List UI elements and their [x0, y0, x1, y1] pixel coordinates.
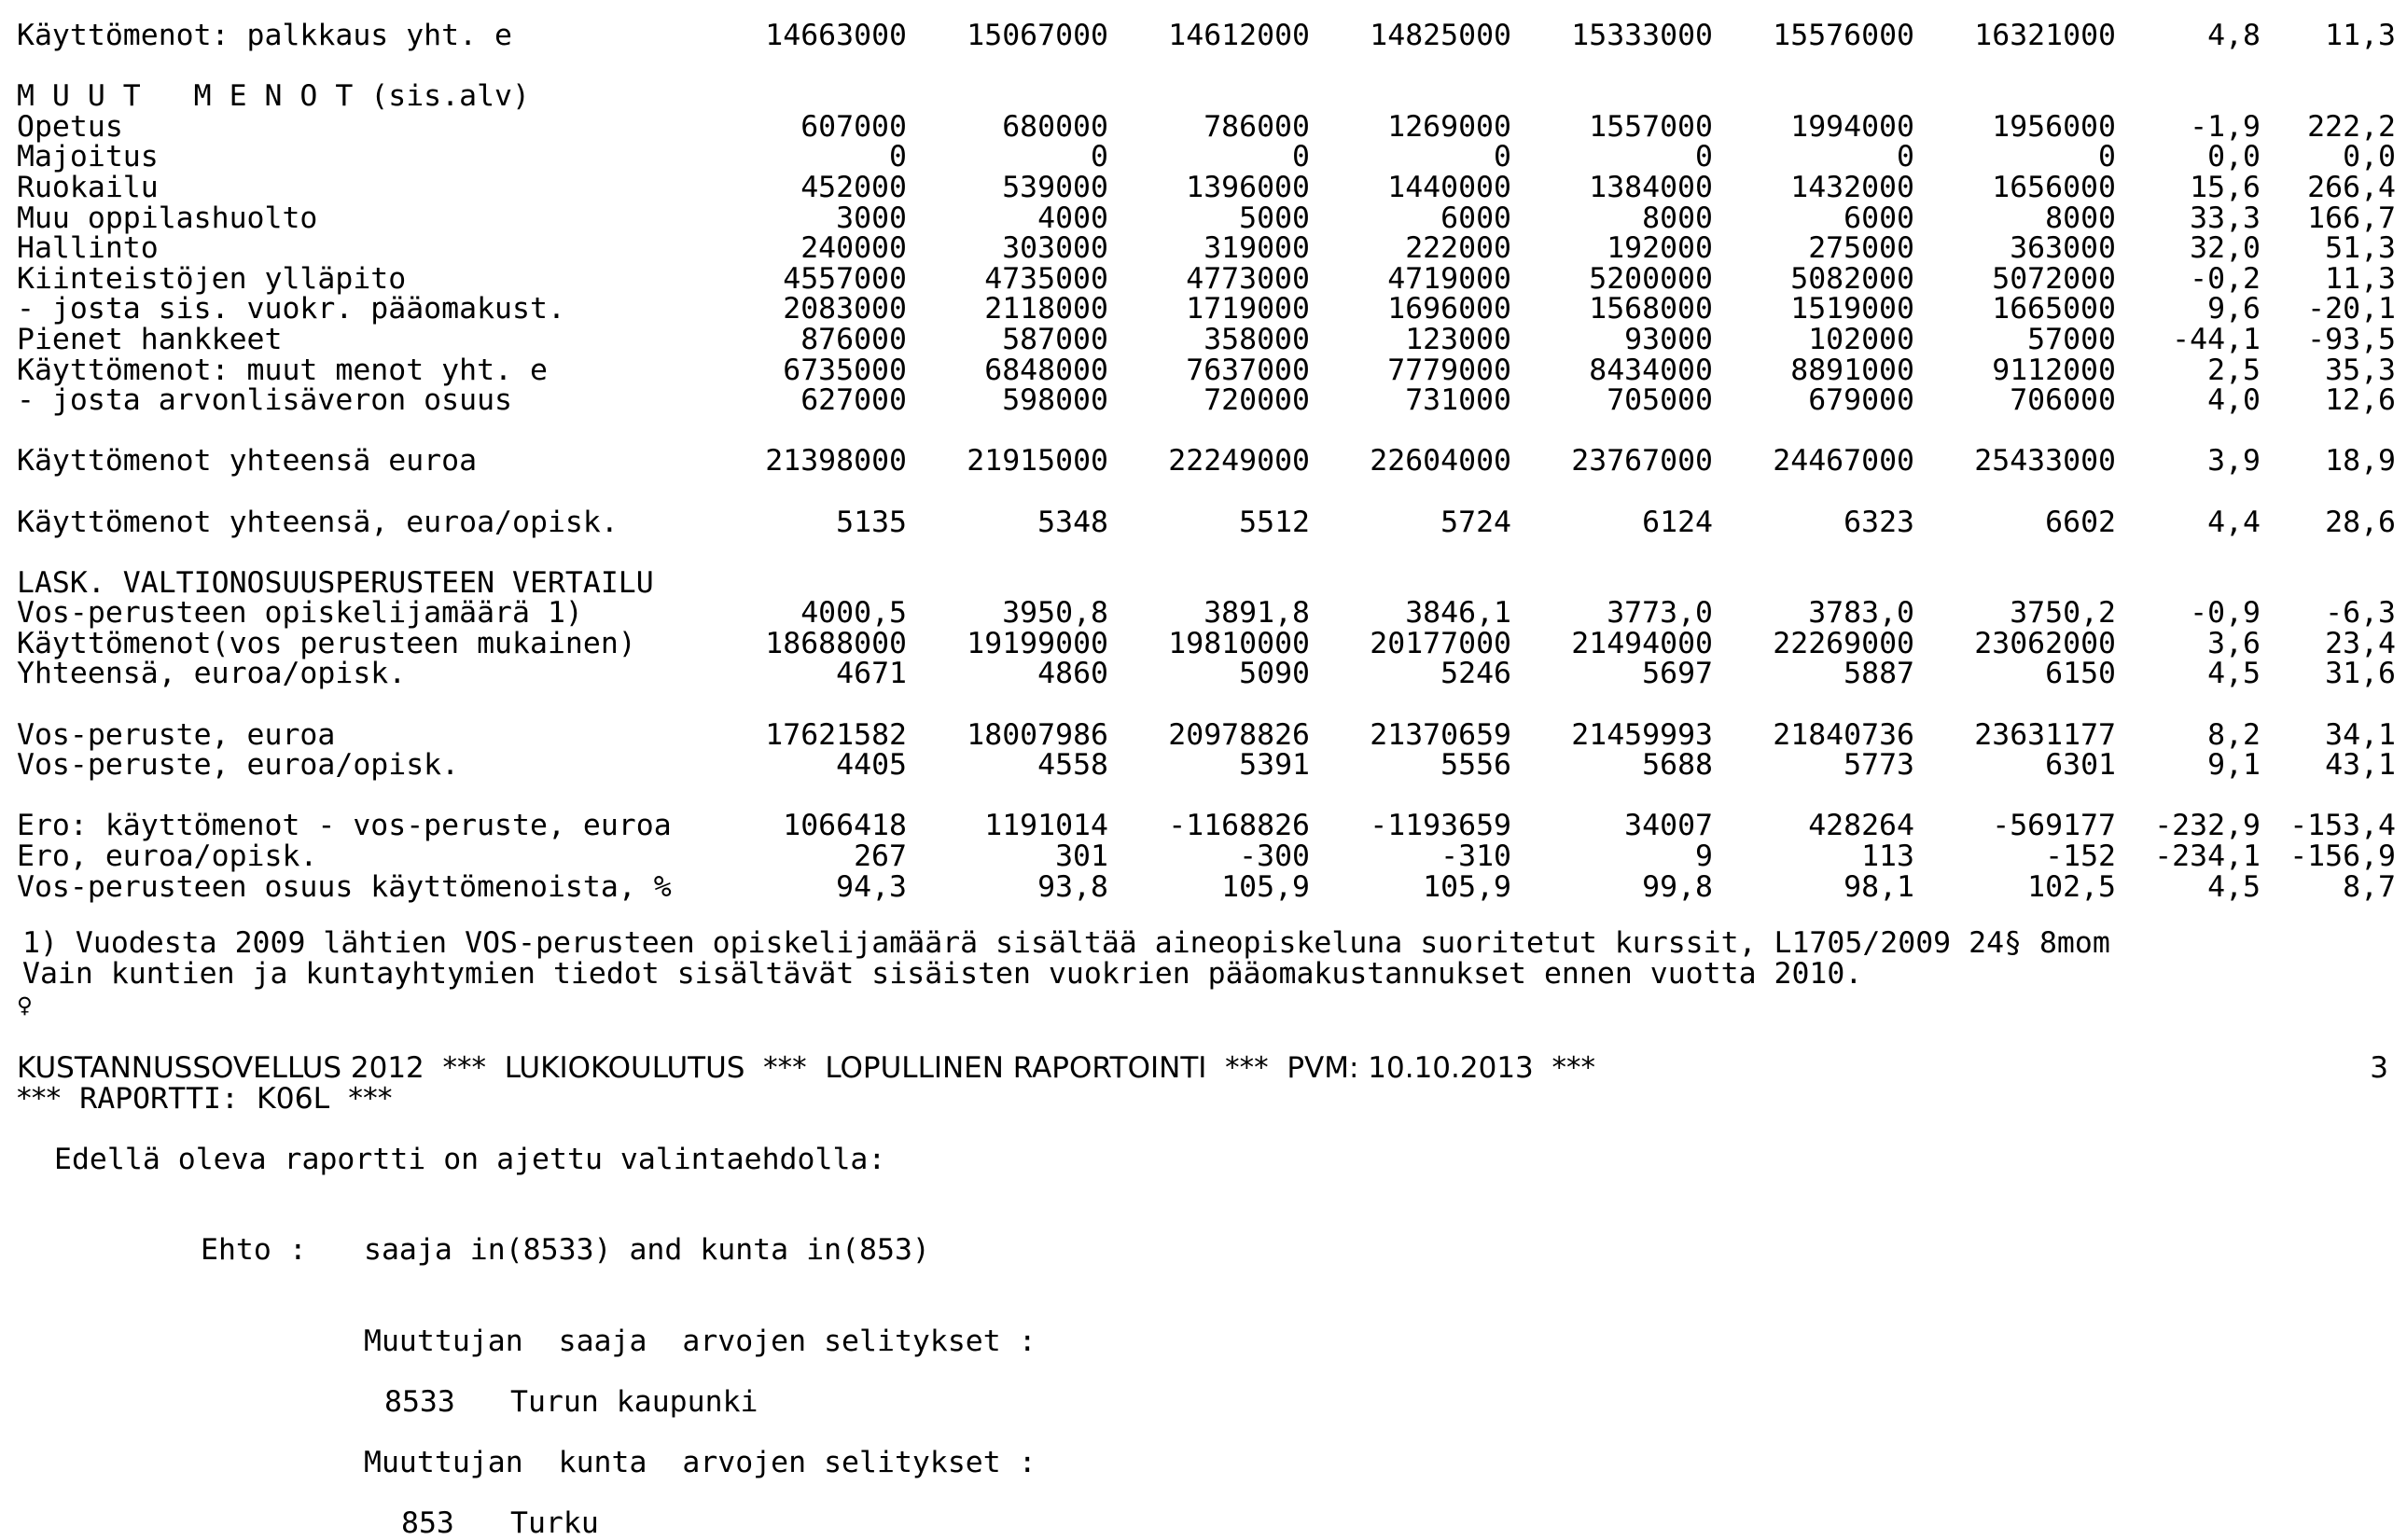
value-cell: -0,9	[2190, 596, 2261, 631]
value-cell: 5082000	[1790, 261, 1914, 296]
value-cell: 4558	[1037, 748, 1108, 783]
variable-kunta-code: 853	[401, 1506, 454, 1540]
value-cell: 5246	[1440, 657, 1511, 691]
table-row	[17, 112, 2396, 143]
value-cell: 15,6	[2190, 170, 2261, 204]
value-cell: 21398000	[765, 444, 907, 479]
variable-kunta-name: Turku	[510, 1506, 599, 1540]
value-cell: 21840736	[1773, 717, 1914, 752]
value-cell	[741, 81, 907, 112]
value-cell: 22269000	[1773, 626, 1914, 660]
value-cell: 57000	[2027, 322, 2116, 356]
value-cell: 3783,0	[1808, 596, 1914, 631]
value-cell: 3750,2	[2010, 596, 2116, 631]
value-cell: 192000	[1607, 231, 1713, 266]
value-cell: 4,5	[2207, 657, 2261, 691]
value-cell: 7637000	[1186, 353, 1310, 387]
value-cell: 22249000	[1168, 444, 1310, 479]
value-cell: 1994000	[1790, 109, 1914, 144]
value-cell: 6735000	[783, 353, 907, 387]
value-cell: 0	[1091, 140, 1108, 174]
report-header-line: KUSTANNUSSOVELLUS 2012 *** LUKIOKOULUTUS *** LOPULLINEN RAPORTOINTI *** PVM: 10.10.2013 ***	[17, 1051, 1595, 1085]
table-row	[17, 264, 2396, 295]
row-label: Käyttömenot: palkkaus yht. e	[17, 19, 513, 52]
value-cell	[1914, 81, 2116, 112]
value-cell: 0,0	[2343, 140, 2396, 174]
value-cell: 11,3	[2325, 261, 2396, 296]
value-cell: 1519000	[1790, 292, 1914, 326]
value-cell: 6124	[1642, 505, 1713, 539]
value-cell: 6000	[1844, 201, 1914, 235]
value-cell: 4671	[836, 657, 907, 691]
value-cell	[2261, 81, 2396, 112]
value-cell	[1108, 81, 1310, 112]
value-cell: 94,3	[836, 869, 907, 904]
value-cell: -1,9	[2190, 109, 2261, 144]
table-row	[17, 720, 2396, 751]
value-cell: 267	[854, 839, 907, 874]
table-row	[17, 507, 2396, 538]
value-cell: 319000	[1204, 231, 1310, 266]
value-cell: 93000	[1624, 322, 1713, 356]
value-cell: 5512	[1239, 505, 1310, 539]
value-cell: 15333000	[1571, 19, 1713, 52]
value-cell: 34007	[1624, 809, 1713, 843]
value-cell: 9	[1695, 839, 1713, 874]
value-cell: 32,0	[2190, 231, 2261, 266]
row-label: Ruokailu	[17, 170, 159, 204]
value-cell	[1511, 81, 1713, 112]
blank-cell	[17, 537, 2396, 568]
value-cell: 15576000	[1773, 19, 1914, 52]
value-cell: 705000	[1607, 383, 1713, 418]
value-cell: 720000	[1204, 383, 1310, 418]
value-cell: 358000	[1204, 322, 1310, 356]
value-cell: 5135	[836, 505, 907, 539]
row-label: Pienet hankkeet	[17, 322, 283, 356]
value-cell: 222000	[1405, 231, 1511, 266]
value-cell: 18,9	[2325, 444, 2396, 479]
value-cell: 21370659	[1370, 717, 1511, 752]
value-cell: 9112000	[1992, 353, 2116, 387]
row-label: Ero, euroa/opisk.	[17, 839, 318, 874]
value-cell: 1191014	[984, 809, 1108, 843]
row-label: Ero: käyttömenot - vos-peruste, euroa	[17, 809, 672, 843]
value-cell: 23767000	[1571, 444, 1713, 479]
value-cell: 2,5	[2207, 353, 2261, 387]
value-cell: 5724	[1440, 505, 1511, 539]
value-cell: 0	[1695, 140, 1713, 174]
blank-cell	[17, 51, 2396, 82]
table-row	[17, 659, 2396, 689]
value-cell: 1696000	[1387, 292, 1511, 326]
variable-saaja-code: 8533	[384, 1385, 455, 1419]
report-id-line	[17, 1082, 393, 1116]
value-cell: 6301	[2045, 748, 2116, 783]
value-cell: 0	[1897, 140, 1914, 174]
value-cell: 20177000	[1370, 626, 1511, 660]
value-cell: 240000	[800, 231, 907, 266]
value-cell: 5000	[1239, 201, 1310, 235]
value-cell: 0	[2098, 140, 2116, 174]
selection-intro: Edellä oleva raportti on ajettu valintaehdolla:	[54, 1143, 886, 1176]
value-cell: 8,7	[2343, 869, 2396, 904]
value-cell: 222,2	[2307, 109, 2396, 144]
value-cell: 363000	[2010, 231, 2116, 266]
cost-report-table	[17, 21, 2396, 902]
value-cell: -310	[1440, 839, 1511, 874]
value-cell: 11,3	[2325, 19, 2396, 52]
value-cell: 14663000	[765, 19, 907, 52]
table-row	[17, 355, 2396, 386]
blank-cell	[17, 689, 2396, 720]
blank-cell	[17, 416, 2396, 447]
value-cell: 9,1	[2207, 748, 2261, 783]
value-cell: -0,2	[2190, 261, 2261, 296]
value-cell: 8434000	[1589, 353, 1713, 387]
value-cell: 4,8	[2207, 19, 2261, 52]
variable-saaja-title: Muuttujan saaja arvojen selitykset :	[364, 1325, 1037, 1358]
table-row	[17, 385, 2396, 416]
value-cell	[1108, 568, 1310, 599]
table-row	[17, 294, 2396, 325]
value-cell: 0	[1494, 140, 1511, 174]
condition-expression: saaja in(8533) and kunta in(853)	[364, 1233, 930, 1267]
value-cell	[1713, 81, 1914, 112]
value-cell: 6150	[2045, 657, 2116, 691]
value-cell: 627000	[800, 383, 907, 418]
row-label: Yhteensä, euroa/opisk.	[17, 657, 407, 691]
value-cell: 679000	[1808, 383, 1914, 418]
value-cell: -1193659	[1370, 809, 1511, 843]
value-cell: 1432000	[1790, 170, 1914, 204]
table-row	[17, 872, 2396, 903]
value-cell	[1310, 81, 1511, 112]
value-cell: 303000	[1002, 231, 1108, 266]
value-cell: 98,1	[1844, 869, 1914, 904]
value-cell: 706000	[2010, 383, 2116, 418]
value-cell: -234,1	[2154, 839, 2261, 874]
value-cell: 5348	[1037, 505, 1108, 539]
row-label: LASK. VALTIONOSUUSPERUSTEEN VERTAILU	[17, 565, 654, 600]
value-cell: 9,6	[2207, 292, 2261, 326]
value-cell: 21915000	[967, 444, 1108, 479]
value-cell: 21459993	[1571, 717, 1713, 752]
value-cell: 6323	[1844, 505, 1914, 539]
value-cell: 5556	[1440, 748, 1511, 783]
row-label: Käyttömenot: muut menot yht. e	[17, 353, 548, 387]
value-cell	[741, 568, 907, 599]
value-cell: 1384000	[1589, 170, 1713, 204]
blank-row	[17, 416, 2396, 447]
row-label: - josta arvonlisäveron osuus	[17, 383, 513, 418]
value-cell: 1656000	[1992, 170, 2116, 204]
value-cell: 8000	[1642, 201, 1713, 235]
value-cell: 598000	[1002, 383, 1108, 418]
value-cell: 8891000	[1790, 353, 1914, 387]
value-cell: 5072000	[1992, 261, 2116, 296]
value-cell: 266,4	[2307, 170, 2396, 204]
table-row	[17, 173, 2396, 203]
value-cell: 23631177	[1974, 717, 2116, 752]
value-cell: 31,6	[2325, 657, 2396, 691]
value-cell: 5391	[1239, 748, 1310, 783]
report-id-suffix: ***	[329, 1082, 393, 1116]
value-cell: 4000,5	[800, 596, 907, 631]
value-cell: 3773,0	[1607, 596, 1713, 631]
value-cell: 587000	[1002, 322, 1108, 356]
value-cell: 6000	[1440, 201, 1511, 235]
value-cell: 23062000	[1974, 626, 2116, 660]
value-cell: 7779000	[1387, 353, 1511, 387]
value-cell: 876000	[800, 322, 907, 356]
value-cell: 24467000	[1773, 444, 1914, 479]
row-label: Käyttömenot yhteensä, euroa/opisk.	[17, 505, 619, 539]
value-cell: 21494000	[1571, 626, 1713, 660]
value-cell: 166,7	[2307, 201, 2396, 235]
row-label: Majoitus	[17, 140, 159, 174]
value-cell: 4773000	[1186, 261, 1310, 296]
value-cell: 4405	[836, 748, 907, 783]
value-cell: 1719000	[1186, 292, 1310, 326]
table-row	[17, 81, 2396, 112]
value-cell: 102,5	[2027, 869, 2116, 904]
value-cell: 4,5	[2207, 869, 2261, 904]
value-cell: 3846,1	[1405, 596, 1511, 631]
value-cell: 14612000	[1168, 19, 1310, 52]
row-label: Käyttömenot yhteensä euroa	[17, 444, 478, 479]
value-cell	[1310, 568, 1511, 599]
value-cell: 4860	[1037, 657, 1108, 691]
value-cell: 28,6	[2325, 505, 2396, 539]
value-cell: 105,9	[1423, 869, 1511, 904]
blank-row	[17, 781, 2396, 812]
value-cell: 1440000	[1387, 170, 1511, 204]
condition-label: Ehto :	[201, 1233, 307, 1267]
value-cell: 12,6	[2325, 383, 2396, 418]
value-cell: -156,9	[2289, 839, 2396, 874]
value-cell: 3950,8	[1002, 596, 1108, 631]
table-row	[17, 750, 2396, 781]
table-row	[17, 841, 2396, 872]
value-cell: 5887	[1844, 657, 1914, 691]
value-cell: 1066418	[783, 809, 907, 843]
value-cell	[1914, 568, 2116, 599]
value-cell: 786000	[1204, 109, 1310, 144]
row-label: Vos-peruste, euroa/opisk.	[17, 748, 460, 783]
blank-row	[17, 51, 2396, 82]
value-cell: 4557000	[783, 261, 907, 296]
value-cell: 35,3	[2325, 353, 2396, 387]
page-number: 3	[2370, 1051, 2388, 1085]
footnote-internal-rents: Vain kuntien ja kuntayhtymien tiedot sisältävät sisäisten vuokrien pääomakustannukset ennen vuotta 2010.	[22, 957, 1863, 991]
table-row	[17, 142, 2396, 173]
value-cell: -93,5	[2307, 322, 2396, 356]
value-cell: 23,4	[2325, 626, 2396, 660]
value-cell: 3000	[836, 201, 907, 235]
value-cell: 0	[1292, 140, 1310, 174]
value-cell: 4000	[1037, 201, 1108, 235]
value-cell: 1665000	[1992, 292, 2116, 326]
blank-row	[17, 689, 2396, 720]
value-cell: 14825000	[1370, 19, 1511, 52]
row-label: Hallinto	[17, 231, 159, 266]
value-cell: -232,9	[2154, 809, 2261, 843]
value-cell: 16321000	[1974, 19, 2116, 52]
value-cell: 102000	[1808, 322, 1914, 356]
value-cell: 2083000	[783, 292, 907, 326]
value-cell: 4,4	[2207, 505, 2261, 539]
report-id-prefix: ***	[17, 1082, 80, 1116]
value-cell: 123000	[1405, 322, 1511, 356]
value-cell: 1396000	[1186, 170, 1310, 204]
value-cell: 607000	[800, 109, 907, 144]
value-cell: 43,1	[2325, 748, 2396, 783]
value-cell: 105,9	[1221, 869, 1310, 904]
table-row	[17, 811, 2396, 841]
table-row	[17, 446, 2396, 477]
value-cell: 301	[1055, 839, 1108, 874]
row-label: Käyttömenot(vos perusteen mukainen)	[17, 626, 636, 660]
row-label: Muu oppilashuolto	[17, 201, 318, 235]
value-cell: 5688	[1642, 748, 1713, 783]
value-cell: 19810000	[1168, 626, 1310, 660]
value-cell	[1713, 568, 1914, 599]
report-id-label: RAPORTTI:	[79, 1082, 257, 1116]
value-cell: -569177	[1992, 809, 2116, 843]
blank-row	[17, 537, 2396, 568]
value-cell: 19199000	[967, 626, 1108, 660]
value-cell: -44,1	[2172, 322, 2261, 356]
variable-kunta-title: Muuttujan kunta arvojen selitykset :	[364, 1446, 1037, 1479]
value-cell: 1557000	[1589, 109, 1713, 144]
value-cell: 8000	[2045, 201, 2116, 235]
value-cell: 5090	[1239, 657, 1310, 691]
value-cell: -6,3	[2325, 596, 2396, 631]
value-cell: 3891,8	[1204, 596, 1310, 631]
value-cell: 6602	[2045, 505, 2116, 539]
value-cell: 15067000	[967, 19, 1108, 52]
value-cell: -153,4	[2289, 809, 2396, 843]
row-label: Vos-perusteen osuus käyttömenoista, %	[17, 869, 672, 904]
row-label: Kiinteistöjen ylläpito	[17, 261, 407, 296]
variable-saaja-name: Turun kaupunki	[510, 1385, 758, 1419]
row-label: Opetus	[17, 109, 123, 144]
value-cell: 2118000	[984, 292, 1108, 326]
value-cell: -1168826	[1168, 809, 1310, 843]
value-cell: 93,8	[1037, 869, 1108, 904]
value-cell: 33,3	[2190, 201, 2261, 235]
value-cell: 539000	[1002, 170, 1108, 204]
value-cell	[2116, 81, 2261, 112]
table-row	[17, 203, 2396, 234]
value-cell: -20,1	[2307, 292, 2396, 326]
value-cell: 1269000	[1387, 109, 1511, 144]
row-label: M U U T M E N O T (sis.alv)	[17, 79, 530, 114]
value-cell: 452000	[800, 170, 907, 204]
value-cell: 680000	[1002, 109, 1108, 144]
value-cell: 3,9	[2207, 444, 2261, 479]
value-cell: 428264	[1808, 809, 1914, 843]
value-cell: 18007986	[967, 717, 1108, 752]
value-cell: 99,8	[1642, 869, 1713, 904]
value-cell: 1956000	[1992, 109, 2116, 144]
table-row	[17, 21, 2396, 51]
value-cell: 17621582	[765, 717, 907, 752]
table-row	[17, 629, 2396, 659]
value-cell	[2261, 568, 2396, 599]
value-cell	[907, 568, 1108, 599]
value-cell: 6848000	[984, 353, 1108, 387]
value-cell: 51,3	[2325, 231, 2396, 266]
blank-row	[17, 477, 2396, 507]
value-cell: 18688000	[765, 626, 907, 660]
table-row	[17, 325, 2396, 355]
value-cell: 5697	[1642, 657, 1713, 691]
blank-cell	[17, 781, 2396, 812]
value-cell: 3,6	[2207, 626, 2261, 660]
value-cell: 4735000	[984, 261, 1108, 296]
value-cell: 0	[889, 140, 907, 174]
footnote-vos-students: 1) Vuodesta 2009 lähtien VOS-perusteen opiskelijamäärä sisältää aineopiskeluna suoritetut kurssit, L1705/2009 24§ 8mom	[22, 926, 2110, 960]
table-row	[17, 598, 2396, 629]
row-label: - josta sis. vuokr. pääomakust.	[17, 292, 565, 326]
value-cell: 4,0	[2207, 383, 2261, 418]
value-cell: 20978826	[1168, 717, 1310, 752]
value-cell: 4719000	[1387, 261, 1511, 296]
row-label: Vos-peruste, euroa	[17, 717, 336, 752]
value-cell: 22604000	[1370, 444, 1511, 479]
table-row	[17, 233, 2396, 264]
value-cell: 113	[1861, 839, 1914, 874]
value-cell: -300	[1239, 839, 1310, 874]
value-cell: 0,0	[2207, 140, 2261, 174]
table-row	[17, 568, 2396, 599]
value-cell: 731000	[1405, 383, 1511, 418]
value-cell	[1511, 568, 1713, 599]
value-cell: 1568000	[1589, 292, 1713, 326]
value-cell: 5200000	[1589, 261, 1713, 296]
value-cell: 25433000	[1974, 444, 2116, 479]
value-cell	[907, 81, 1108, 112]
value-cell: 34,1	[2325, 717, 2396, 752]
value-cell: 8,2	[2207, 717, 2261, 752]
value-cell	[2116, 568, 2261, 599]
report-id-code: K06L	[256, 1082, 330, 1116]
value-cell: 5773	[1844, 748, 1914, 783]
page-break-symbol: ♀	[17, 990, 33, 1020]
row-label: Vos-perusteen opiskelijamäärä 1)	[17, 596, 583, 631]
value-cell: 275000	[1808, 231, 1914, 266]
blank-cell	[17, 477, 2396, 507]
value-cell: -152	[2045, 839, 2116, 874]
